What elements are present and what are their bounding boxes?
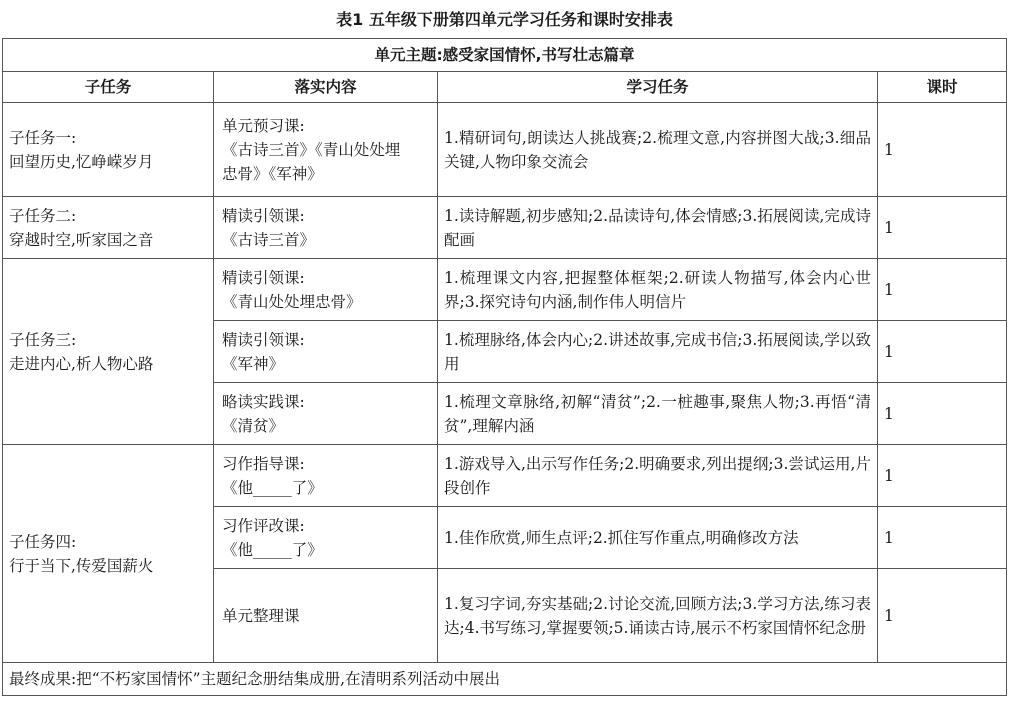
unit-theme: 单元主题:感受家国情怀,书写壮志篇章 [3, 39, 1007, 72]
hours-cell: 1 [878, 103, 1007, 197]
content-cell [214, 321, 438, 383]
subtask-cell [3, 259, 214, 445]
hours-cell: 1 [878, 569, 1007, 663]
table-title: 表1 五年级下册第四单元学习任务和课时安排表 [336, 10, 673, 29]
subtask-cell [3, 103, 214, 197]
content-cell [214, 259, 438, 321]
task-cell: 1.精研词句,朗读达人挑战赛;2.梳理文意,内容拼图大战;3.细品关键,人物印象交流会 [438, 103, 878, 197]
content-cell [214, 103, 438, 197]
lesson-plan-table [2, 38, 1007, 696]
content-cell [214, 197, 438, 259]
subtask-title: 穿越时空,听家国之音 [9, 230, 154, 249]
task-cell: 1.梳理脉络,体会内心;2.讲述故事,完成书信;3.拓展阅读,学以致用 [438, 321, 878, 383]
content-line: 忠骨》《军神》 [222, 164, 323, 183]
task-cell: 1.复习字词,夯实基础;2.讨论交流,回顾方法;3.学习方法,练习表达;4.书写练习,掌握要领;5.诵读古诗,展示不朽家国情怀纪念册 [438, 569, 878, 663]
content-line: 精读引领课: [222, 268, 305, 287]
hours-cell: 1 [878, 197, 1007, 259]
table-row [3, 103, 1007, 197]
subtask-label: 子任务三: [9, 330, 77, 349]
header-row [3, 72, 1007, 103]
theme-row [3, 39, 1007, 72]
content-line: 单元预习课: [222, 116, 305, 135]
final-outcome: 最终成果:把“不朽家国情怀”主题纪念册结集成册,在清明系列活动中展出 [3, 663, 1007, 696]
subtask-cell [3, 445, 214, 663]
content-line: 《古诗三首》《青山处处埋 [222, 140, 401, 159]
content-line: 《清贫》 [222, 416, 285, 435]
subtask-title: 行于当下,传爱国薪火 [9, 556, 154, 575]
subtask-title: 回望历史,忆峥嵘岁月 [9, 152, 154, 171]
hours-cell: 1 [878, 321, 1007, 383]
subtask-title: 走进内心,析人物心路 [9, 354, 154, 373]
task-cell: 1.游戏导入,出示写作任务;2.明确要求,列出提纲;3.尝试运用,片段创作 [438, 445, 878, 507]
content-line: 《青山处处埋忠骨》 [222, 292, 362, 311]
header-content: 落实内容 [214, 72, 438, 103]
subtask-label: 子任务二: [9, 206, 77, 225]
content-line: 《他_____了》 [222, 540, 323, 559]
content-line: 《军神》 [222, 354, 285, 373]
table-row [3, 259, 1007, 321]
table-row [3, 445, 1007, 507]
task-cell: 1.梳理课文内容,把握整体框架;2.研读人物描写,体会内心世界;3.探究诗句内涵,制作伟人明信片 [438, 259, 878, 321]
header-task: 学习任务 [438, 72, 878, 103]
content-cell [214, 383, 438, 445]
table-row [3, 197, 1007, 259]
content-line: 精读引领课: [222, 330, 305, 349]
subtask-cell [3, 197, 214, 259]
subtask-label: 子任务四: [9, 532, 77, 551]
header-subtask: 子任务 [3, 72, 214, 103]
task-cell: 1.梳理文章脉络,初解“清贫”;2.一桩趣事,聚焦人物;3.再悟“清贫”,理解内涵 [438, 383, 878, 445]
content-cell [214, 569, 438, 663]
hours-cell: 1 [878, 445, 1007, 507]
header-hours: 课时 [878, 72, 1007, 103]
content-line: 单元整理课 [222, 606, 300, 625]
task-cell: 1.读诗解题,初步感知;2.品读诗句,体会情感;3.拓展阅读,完成诗配画 [438, 197, 878, 259]
content-cell [214, 507, 438, 569]
subtask-label: 子任务一: [9, 128, 77, 147]
hours-cell: 1 [878, 383, 1007, 445]
content-line: 习作评改课: [222, 516, 305, 535]
content-line: 《他_____了》 [222, 478, 323, 497]
content-line: 《古诗三首》 [222, 230, 316, 249]
hours-cell: 1 [878, 507, 1007, 569]
content-line: 略读实践课: [222, 392, 305, 411]
content-line: 习作指导课: [222, 454, 305, 473]
task-cell: 1.佳作欣赏,师生点评;2.抓住写作重点,明确修改方法 [438, 507, 878, 569]
hours-cell: 1 [878, 259, 1007, 321]
content-line: 精读引领课: [222, 206, 305, 225]
final-row [3, 663, 1007, 696]
content-cell [214, 445, 438, 507]
